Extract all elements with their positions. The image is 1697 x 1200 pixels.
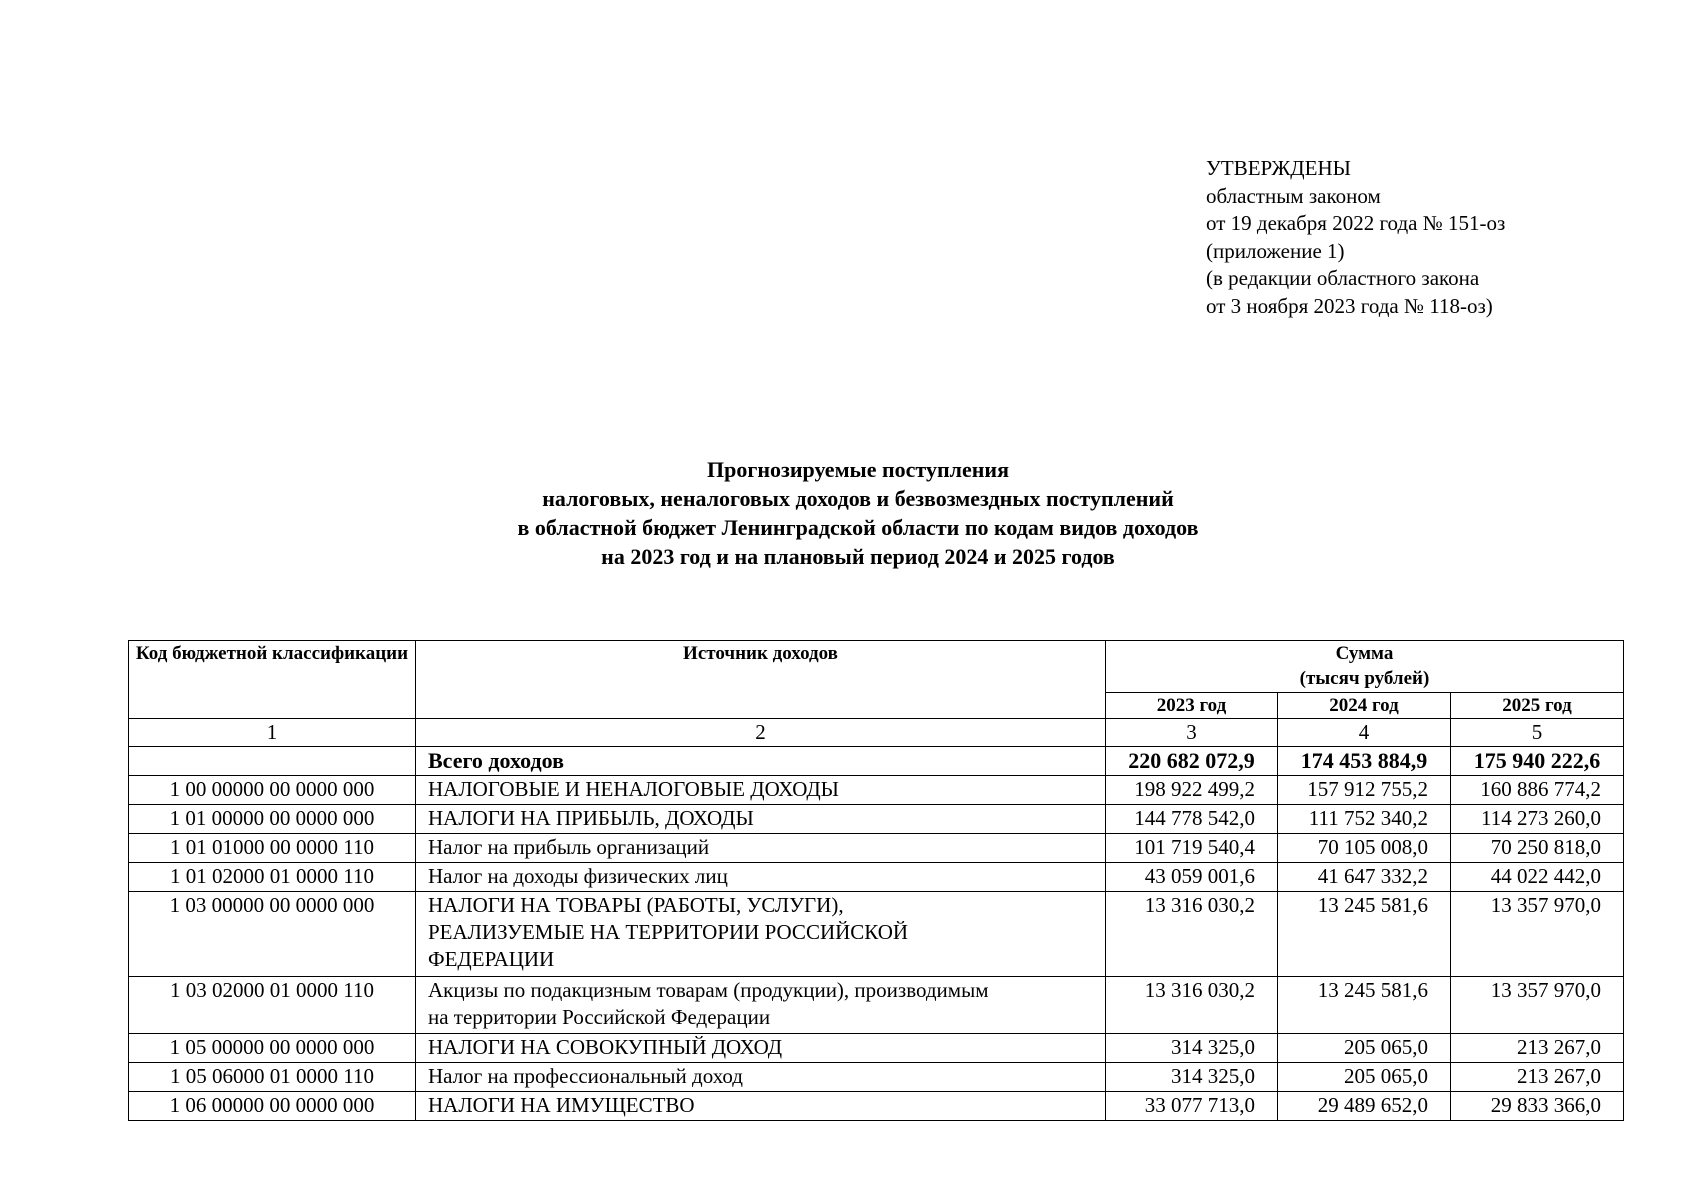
column-number: 3 bbox=[1106, 719, 1278, 747]
row-code: 1 05 00000 00 0000 000 bbox=[129, 1034, 416, 1063]
column-number-row bbox=[129, 719, 1624, 747]
row-source: НАЛОГОВЫЕ И НЕНАЛОГОВЫЕ ДОХОДЫ bbox=[416, 776, 1106, 805]
row-2025: 213 267,0 bbox=[1451, 1034, 1624, 1063]
row-2024: 13 245 581,6 bbox=[1278, 892, 1451, 977]
row-2024: 70 105 008,0 bbox=[1278, 834, 1451, 863]
row-2023: 13 316 030,2 bbox=[1106, 977, 1278, 1034]
row-source-line: на территории Российской Федерации bbox=[428, 1005, 771, 1029]
row-source: Налог на профессиональный доход bbox=[416, 1063, 1106, 1092]
total-2023: 220 682 072,9 bbox=[1106, 747, 1278, 776]
table-row bbox=[129, 977, 1624, 1034]
header-year-2024: 2024 год bbox=[1278, 693, 1451, 719]
row-source: НАЛОГИ НА ИМУЩЕСТВО bbox=[416, 1092, 1106, 1121]
approval-stamp bbox=[1206, 155, 1505, 320]
document-title bbox=[0, 455, 1697, 571]
row-2023: 314 325,0 bbox=[1106, 1063, 1278, 1092]
row-code: 1 01 00000 00 0000 000 bbox=[129, 805, 416, 834]
row-2024: 157 912 755,2 bbox=[1278, 776, 1451, 805]
header-year-2025: 2025 год bbox=[1451, 693, 1624, 719]
row-code: 1 03 02000 01 0000 110 bbox=[129, 977, 416, 1034]
table-row bbox=[129, 863, 1624, 892]
row-2023: 43 059 001,6 bbox=[1106, 863, 1278, 892]
row-source: Налог на прибыль организаций bbox=[416, 834, 1106, 863]
row-code: 1 01 01000 00 0000 110 bbox=[129, 834, 416, 863]
row-code: 1 06 00000 00 0000 000 bbox=[129, 1092, 416, 1121]
row-2023: 13 316 030,2 bbox=[1106, 892, 1278, 977]
row-source-line: Акцизы по подакцизным товарам (продукции), производимым bbox=[428, 978, 989, 1002]
row-source-line: НАЛОГИ НА ТОВАРЫ (РАБОТЫ, УСЛУГИ), bbox=[428, 893, 844, 917]
row-2025: 213 267,0 bbox=[1451, 1063, 1624, 1092]
row-2025: 13 357 970,0 bbox=[1451, 977, 1624, 1034]
row-code: 1 00 00000 00 0000 000 bbox=[129, 776, 416, 805]
header-sum-unit: (тысяч рублей) bbox=[1299, 668, 1430, 689]
total-label: Всего доходов bbox=[416, 747, 1106, 776]
row-2025: 160 886 774,2 bbox=[1451, 776, 1624, 805]
approval-line: областным законом bbox=[1206, 183, 1381, 208]
header-sum-label: Сумма bbox=[1335, 643, 1394, 664]
row-2023: 198 922 499,2 bbox=[1106, 776, 1278, 805]
header-row bbox=[129, 641, 1624, 693]
row-2024: 29 489 652,0 bbox=[1278, 1092, 1451, 1121]
approval-line: от 3 ноября 2023 года № 118-оз) bbox=[1206, 293, 1493, 318]
column-number: 5 bbox=[1451, 719, 1624, 747]
income-table-body bbox=[129, 641, 1624, 1121]
title-line: на 2023 год и на плановый период 2024 и 2025 годов bbox=[601, 544, 1115, 569]
row-source-line: ФЕДЕРАЦИИ bbox=[428, 947, 555, 971]
title-line: налоговых, неналоговых доходов и безвозмездных поступлений bbox=[542, 486, 1174, 511]
table-row bbox=[129, 834, 1624, 863]
title-line: Прогнозируемые поступления bbox=[707, 457, 1009, 482]
column-number: 2 bbox=[416, 719, 1106, 747]
column-number: 4 bbox=[1278, 719, 1451, 747]
table-row bbox=[129, 1092, 1624, 1121]
row-2024: 205 065,0 bbox=[1278, 1034, 1451, 1063]
row-source-line: РЕАЛИЗУЕМЫЕ НА ТЕРРИТОРИИ РОССИЙСКОЙ bbox=[428, 920, 909, 944]
approval-line: УТВЕРЖДЕНЫ bbox=[1206, 156, 1351, 180]
row-source: НАЛОГИ НА ПРИБЫЛЬ, ДОХОДЫ bbox=[416, 805, 1106, 834]
row-2024: 205 065,0 bbox=[1278, 1063, 1451, 1092]
table-row bbox=[129, 1063, 1624, 1092]
row-2024: 13 245 581,6 bbox=[1278, 977, 1451, 1034]
row-2025: 13 357 970,0 bbox=[1451, 892, 1624, 977]
row-2025: 44 022 442,0 bbox=[1451, 863, 1624, 892]
row-code: 1 01 02000 01 0000 110 bbox=[129, 863, 416, 892]
row-2025: 114 273 260,0 bbox=[1451, 805, 1624, 834]
header-code: Код бюджетной классификации bbox=[129, 641, 416, 719]
header-sum bbox=[1106, 641, 1624, 693]
row-2024: 41 647 332,2 bbox=[1278, 863, 1451, 892]
table-row bbox=[129, 892, 1624, 977]
row-2024: 111 752 340,2 bbox=[1278, 805, 1451, 834]
row-2023: 314 325,0 bbox=[1106, 1034, 1278, 1063]
row-2025: 70 250 818,0 bbox=[1451, 834, 1624, 863]
column-number: 1 bbox=[129, 719, 416, 747]
approval-line: (в редакции областного закона bbox=[1206, 266, 1480, 290]
header-source: Источник доходов bbox=[416, 641, 1106, 719]
row-source: НАЛОГИ НА СОВОКУПНЫЙ ДОХОД bbox=[416, 1034, 1106, 1063]
total-2024: 174 453 884,9 bbox=[1278, 747, 1451, 776]
approval-line: от 19 декабря 2022 года № 151-оз bbox=[1206, 211, 1506, 235]
row-2025: 29 833 366,0 bbox=[1451, 1092, 1624, 1121]
table-row bbox=[129, 805, 1624, 834]
row-2023: 33 077 713,0 bbox=[1106, 1092, 1278, 1121]
total-2025: 175 940 222,6 bbox=[1451, 747, 1624, 776]
table-row bbox=[129, 1034, 1624, 1063]
income-table bbox=[128, 640, 1624, 1121]
row-code: 1 03 00000 00 0000 000 bbox=[129, 892, 416, 977]
header-year-2023: 2023 год bbox=[1106, 693, 1278, 719]
approval-line: (приложение 1) bbox=[1206, 238, 1345, 263]
row-2023: 101 719 540,4 bbox=[1106, 834, 1278, 863]
table-row bbox=[129, 776, 1624, 805]
row-source bbox=[416, 892, 1106, 977]
row-source bbox=[416, 977, 1106, 1034]
row-source: Налог на доходы физических лиц bbox=[416, 863, 1106, 892]
title-line: в областной бюджет Ленинградской области по кодам видов доходов bbox=[517, 515, 1199, 540]
total-row bbox=[129, 747, 1624, 776]
row-2023: 144 778 542,0 bbox=[1106, 805, 1278, 834]
row-code: 1 05 06000 01 0000 110 bbox=[129, 1063, 416, 1092]
total-code bbox=[129, 747, 416, 776]
